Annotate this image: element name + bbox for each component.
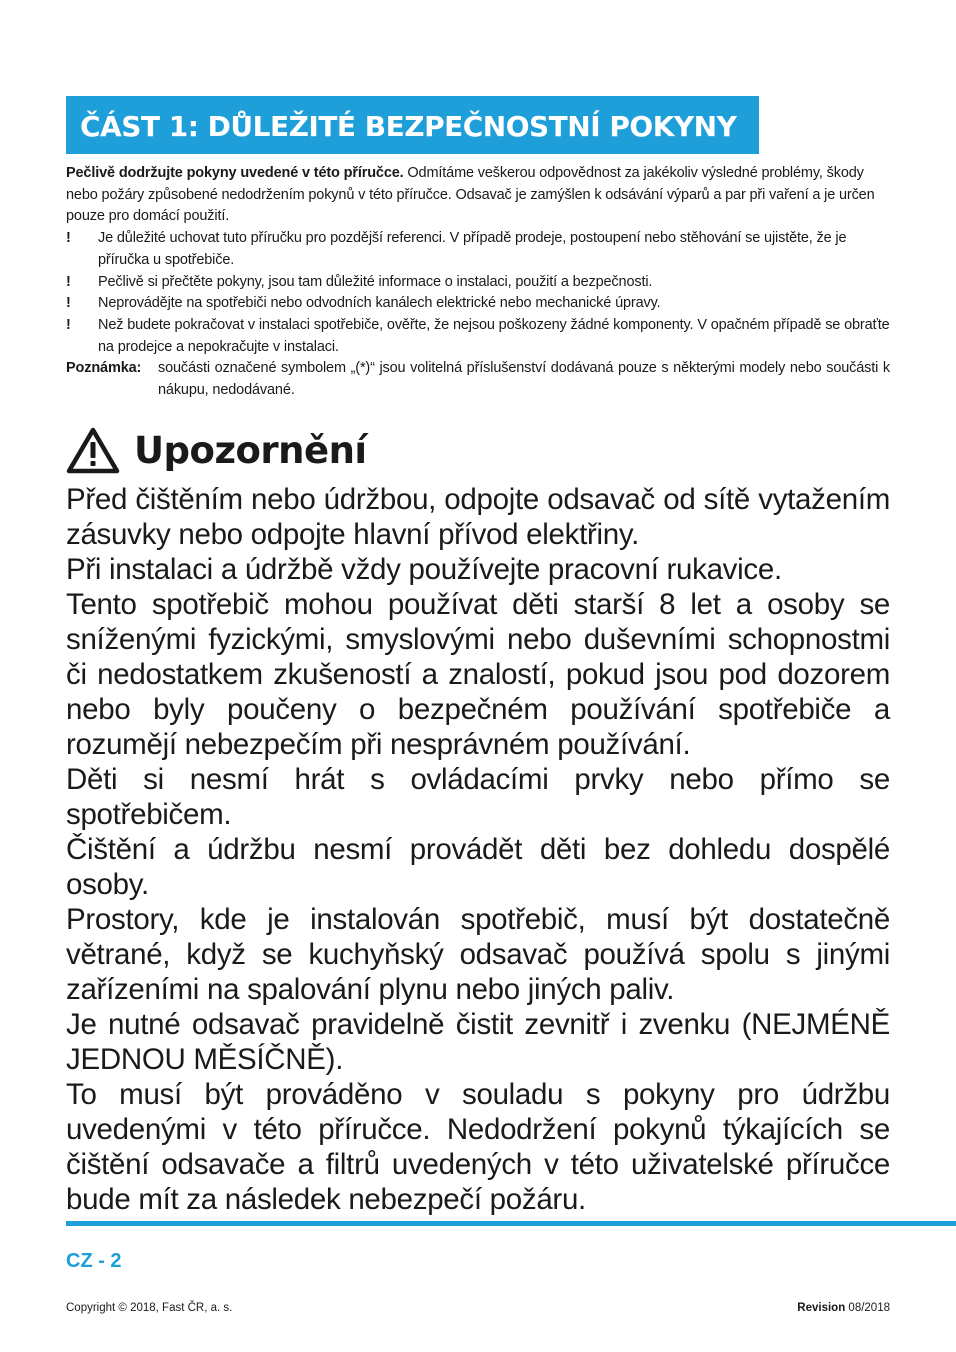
warning-paragraph: To musí být prováděno v souladu s pokyny pro údržbu uvedenými v této příručce. Nedodržení pokynů týkajících se čištění odsavače a filtrů uvedených v této uživatelské příručce bude mít za následek nebezpečí požáru. xyxy=(66,1078,890,1216)
note xyxy=(66,358,890,401)
warning-paragraph: Čištění a údržbu nesmí provádět děti bez dohledu dospělé osoby. xyxy=(66,833,890,901)
list-item xyxy=(66,272,890,294)
warning-paragraph: Je nutné odsavač pravidelně čistit zevnitř i zvenku (NEJMÉNĚ JEDNOU MĚSÍČNĚ). xyxy=(66,1008,890,1076)
instruction-list xyxy=(66,228,890,358)
warning-paragraph: Před čištěním nebo údržbou, odpojte odsavač od sítě vytažením zásuvky nebo odpojte hlavní přívod elektřiny. xyxy=(66,483,890,551)
intro-paragraph xyxy=(66,163,890,228)
intro-lead-bold: Pečlivě dodržujte pokyny uvedené v této příručce. xyxy=(66,165,404,181)
warning-title: Upozornění xyxy=(134,428,367,472)
exclamation-icon: ! xyxy=(66,316,71,333)
warning-triangle-icon xyxy=(66,426,120,474)
copyright: Copyright © 2018, Fast ČR, a. s. xyxy=(66,1302,233,1314)
note-text: součásti označené symbolem „(*)“ jsou volitelná příslušenství dodávaná pouze s některými modely nebo součásti k nákupu, nedodávané. xyxy=(158,360,890,399)
warning-header xyxy=(66,420,367,480)
warning-body xyxy=(66,482,890,1217)
warning-paragraph: Při instalaci a údržbě vždy používejte pracovní rukavice. xyxy=(66,553,782,586)
note-label: Poznámka: xyxy=(66,360,142,377)
exclamation-icon: ! xyxy=(66,273,71,290)
intro-lead-text: Odmítáme veškerou odpovědnost za jakékoliv výsledné problémy, škody nebo požáry způsobené nedodržením pokynů v této příručce. Odsavač je zamýšlen k odsávání výparů a par při vaření a je určen pouze pro domácí použití. xyxy=(66,165,875,225)
list-item-text: Než budete pokračovat v instalaci spotřebiče, ověřte, že nejsou poškozeny žádné komponenty. V opačném případě se obraťte na prodejce a nepokračujte v instalaci. xyxy=(98,316,890,355)
intro-block xyxy=(66,163,890,402)
revision-date: 08/2018 xyxy=(845,1302,890,1314)
warning-paragraph: Prostory, kde je instalován spotřebič, musí být dostatečně větrané, když se kuchyňský odsavač používá spolu s jinými zařízeními na spalování plynu nebo jiných paliv. xyxy=(66,903,890,1006)
list-item xyxy=(66,293,890,315)
warning-paragraph: Tento spotřebič mohou používat děti starší 8 let a osoby se sníženými fyzickými, smyslovými nebo duševními schopnostmi či nedostatkem zkušeností a znalostí, pokud jsou pod dozorem nebo byly poučeny o bezpečném používání spotřebiče a rozumějí nebezpečím při nesprávném používání. xyxy=(66,588,890,761)
revision xyxy=(797,1302,890,1314)
section-title: ČÁST 1: DŮLEŽITÉ BEZPEČNOSTNÍ POKYNY xyxy=(66,96,759,154)
list-item-text: Pečlivě si přečtěte pokyny, jsou tam důležité informace o instalaci, použití a bezpečnosti. xyxy=(98,273,653,290)
revision-label: Revision xyxy=(797,1302,846,1314)
list-item-text: Je důležité uchovat tuto příručku pro pozdější referenci. V případě prodeje, postoupení nebo stěhování se ujistěte, že je příručka u spotřebiče. xyxy=(98,230,847,268)
list-item xyxy=(66,228,890,271)
list-item xyxy=(66,315,890,358)
exclamation-icon: ! xyxy=(66,295,71,312)
exclamation-icon: ! xyxy=(66,230,71,247)
list-item-text: Neprovádějte na spotřebiči nebo odvodních kanálech elektrické nebo mechanické úpravy. xyxy=(98,295,661,312)
page-number: CZ - 2 xyxy=(66,1250,122,1272)
footer-divider xyxy=(66,1221,956,1226)
warning-paragraph: Děti si nesmí hrát s ovládacími prvky nebo přímo se spotřebičem. xyxy=(66,763,890,831)
